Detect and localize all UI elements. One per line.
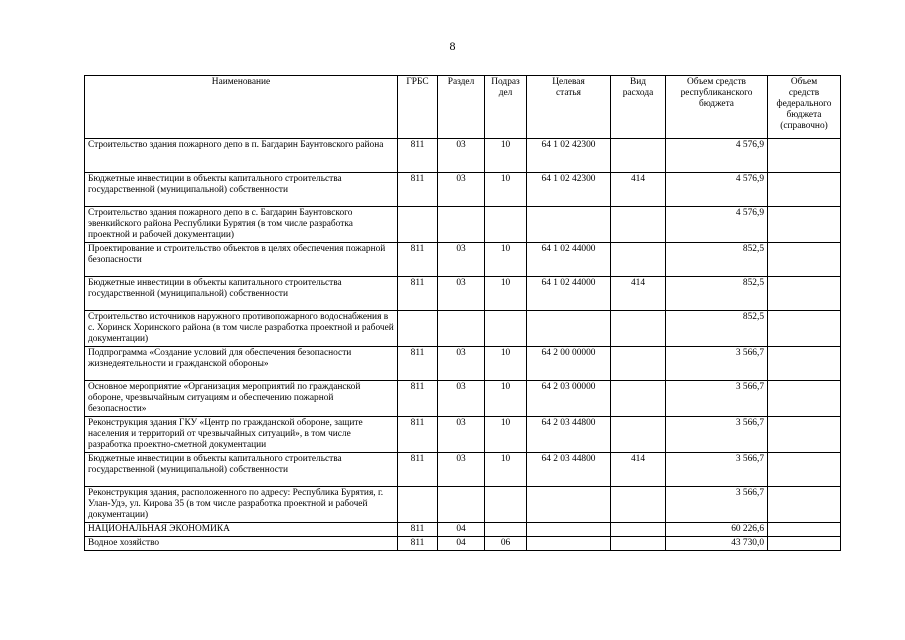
row-federal <box>768 139 841 173</box>
row-subsection <box>485 207 527 243</box>
row-section: 04 <box>438 537 485 551</box>
row-name: Проектирование и строительство объектов в целях обеспечения пожарной безопасности <box>85 243 398 277</box>
page-number: 8 <box>449 39 456 53</box>
row-section: 03 <box>438 277 485 311</box>
row-subsection: 10 <box>485 173 527 207</box>
row-target: 64 2 03 44800 <box>527 453 611 487</box>
row-name: Подпрограмма «Создание условий для обеспечения безопасности жизнедеятельности и гражданской обороны» <box>85 347 398 381</box>
header-row <box>85 76 841 139</box>
row-grbs: 811 <box>398 381 438 417</box>
row-name: НАЦИОНАЛЬНАЯ ЭКОНОМИКА <box>85 523 398 537</box>
row-expense <box>611 523 666 537</box>
row-section: 03 <box>438 173 485 207</box>
row-expense <box>611 311 666 347</box>
row-section: 03 <box>438 453 485 487</box>
row-name: Строительство источников наружного противопожарного водоснабжения в с. Хоринск Хоринского района (в том числе разработка проектной и рабочей документации) <box>85 311 398 347</box>
row-subsection: 10 <box>485 453 527 487</box>
row-republic: 3 566,7 <box>666 487 768 523</box>
row-subsection: 10 <box>485 417 527 453</box>
col-header-target: Целевая статья <box>527 76 611 139</box>
budget-table <box>84 75 841 551</box>
col-header-name: Наименование <box>85 76 398 139</box>
row-section: 03 <box>438 347 485 381</box>
row-expense: 414 <box>611 453 666 487</box>
table-row <box>85 207 841 243</box>
row-section: 03 <box>438 139 485 173</box>
row-target: 64 1 02 44000 <box>527 243 611 277</box>
row-name: Реконструкция здания, расположенного по адресу: Республика Бурятия, г. Улан-Удэ, ул. Кирова 35 (в том числе разработка проектной и рабочей документации) <box>85 487 398 523</box>
row-target <box>527 523 611 537</box>
row-subsection: 10 <box>485 381 527 417</box>
row-federal <box>768 207 841 243</box>
row-subsection <box>485 523 527 537</box>
row-republic: 3 566,7 <box>666 417 768 453</box>
row-subsection: 10 <box>485 243 527 277</box>
table-row <box>85 537 841 551</box>
row-subsection: 10 <box>485 347 527 381</box>
row-grbs: 811 <box>398 173 438 207</box>
table-row <box>85 487 841 523</box>
row-name: Бюджетные инвестиции в объекты капитального строительства государственной (муниципальной) собственности <box>85 277 398 311</box>
row-target <box>527 311 611 347</box>
row-grbs: 811 <box>398 417 438 453</box>
row-target: 64 2 03 44800 <box>527 417 611 453</box>
row-grbs: 811 <box>398 139 438 173</box>
row-federal <box>768 347 841 381</box>
row-section <box>438 311 485 347</box>
col-header-federal: Объем средств федерального бюджета (справочно) <box>768 76 841 139</box>
row-target <box>527 207 611 243</box>
row-federal <box>768 311 841 347</box>
row-subsection <box>485 487 527 523</box>
row-republic: 4 576,9 <box>666 173 768 207</box>
row-target <box>527 537 611 551</box>
row-federal <box>768 277 841 311</box>
row-expense <box>611 139 666 173</box>
row-expense <box>611 347 666 381</box>
row-section <box>438 207 485 243</box>
row-expense <box>611 381 666 417</box>
row-federal <box>768 453 841 487</box>
table-row <box>85 173 841 207</box>
row-republic: 3 566,7 <box>666 453 768 487</box>
col-header-expense: Вид расхода <box>611 76 666 139</box>
row-name: Строительство здания пожарного депо в с. Багдарин Баунтовского эвенкийского района Республики Бурятия (в том числе разработка проектной и рабочей документации) <box>85 207 398 243</box>
col-header-section: Раздел <box>438 76 485 139</box>
row-expense: 414 <box>611 173 666 207</box>
table-row <box>85 243 841 277</box>
row-republic: 852,5 <box>666 311 768 347</box>
row-expense <box>611 537 666 551</box>
row-republic: 852,5 <box>666 243 768 277</box>
row-grbs: 811 <box>398 347 438 381</box>
row-section: 03 <box>438 381 485 417</box>
row-name: Бюджетные инвестиции в объекты капитального строительства государственной (муниципальной) собственности <box>85 173 398 207</box>
row-grbs: 811 <box>398 523 438 537</box>
row-republic: 4 576,9 <box>666 139 768 173</box>
row-expense: 414 <box>611 277 666 311</box>
table-row <box>85 523 841 537</box>
row-subsection <box>485 311 527 347</box>
row-expense <box>611 487 666 523</box>
row-grbs: 811 <box>398 537 438 551</box>
row-grbs <box>398 207 438 243</box>
col-header-grbs: ГРБС <box>398 76 438 139</box>
row-subsection: 06 <box>485 537 527 551</box>
row-expense <box>611 243 666 277</box>
row-republic: 4 576,9 <box>666 207 768 243</box>
row-target <box>527 487 611 523</box>
row-target: 64 1 02 42300 <box>527 173 611 207</box>
col-header-subsection: Подраз дел <box>485 76 527 139</box>
col-header-republic: Объем средств республиканского бюджета <box>666 76 768 139</box>
table-row <box>85 347 841 381</box>
row-federal <box>768 381 841 417</box>
row-grbs: 811 <box>398 243 438 277</box>
row-federal <box>768 523 841 537</box>
table-row <box>85 311 841 347</box>
row-federal <box>768 173 841 207</box>
row-section <box>438 487 485 523</box>
row-republic: 43 730,0 <box>666 537 768 551</box>
row-name: Бюджетные инвестиции в объекты капитального строительства государственной (муниципальной) собственности <box>85 453 398 487</box>
row-grbs <box>398 487 438 523</box>
row-name: Реконструкция здания ГКУ «Центр по гражданской обороне, защите населения и территорий от чрезвычайных ситуаций», в том числе разработка проектно-сметной документации <box>85 417 398 453</box>
row-name: Водное хозяйство <box>85 537 398 551</box>
row-republic: 60 226,6 <box>666 523 768 537</box>
table-row <box>85 139 841 173</box>
row-section: 03 <box>438 417 485 453</box>
row-federal <box>768 243 841 277</box>
row-section: 04 <box>438 523 485 537</box>
row-target: 64 1 02 44000 <box>527 277 611 311</box>
row-expense <box>611 417 666 453</box>
table-row <box>85 417 841 453</box>
row-name: Строительство здания пожарного депо в п. Багдарин Баунтовского района <box>85 139 398 173</box>
table-row <box>85 453 841 487</box>
row-subsection: 10 <box>485 139 527 173</box>
row-grbs: 811 <box>398 277 438 311</box>
row-republic: 3 566,7 <box>666 347 768 381</box>
row-subsection: 10 <box>485 277 527 311</box>
row-federal <box>768 417 841 453</box>
row-grbs <box>398 311 438 347</box>
row-expense <box>611 207 666 243</box>
row-grbs: 811 <box>398 453 438 487</box>
row-target: 64 2 03 00000 <box>527 381 611 417</box>
table-row <box>85 381 841 417</box>
table-row <box>85 277 841 311</box>
row-section: 03 <box>438 243 485 277</box>
row-target: 64 2 00 00000 <box>527 347 611 381</box>
row-republic: 852,5 <box>666 277 768 311</box>
row-target: 64 1 02 42300 <box>527 139 611 173</box>
row-federal <box>768 537 841 551</box>
row-federal <box>768 487 841 523</box>
row-republic: 3 566,7 <box>666 381 768 417</box>
row-name: Основное мероприятие «Организация мероприятий по гражданской обороне, чрезвычайным ситуациям и обеспечению пожарной безопасности» <box>85 381 398 417</box>
